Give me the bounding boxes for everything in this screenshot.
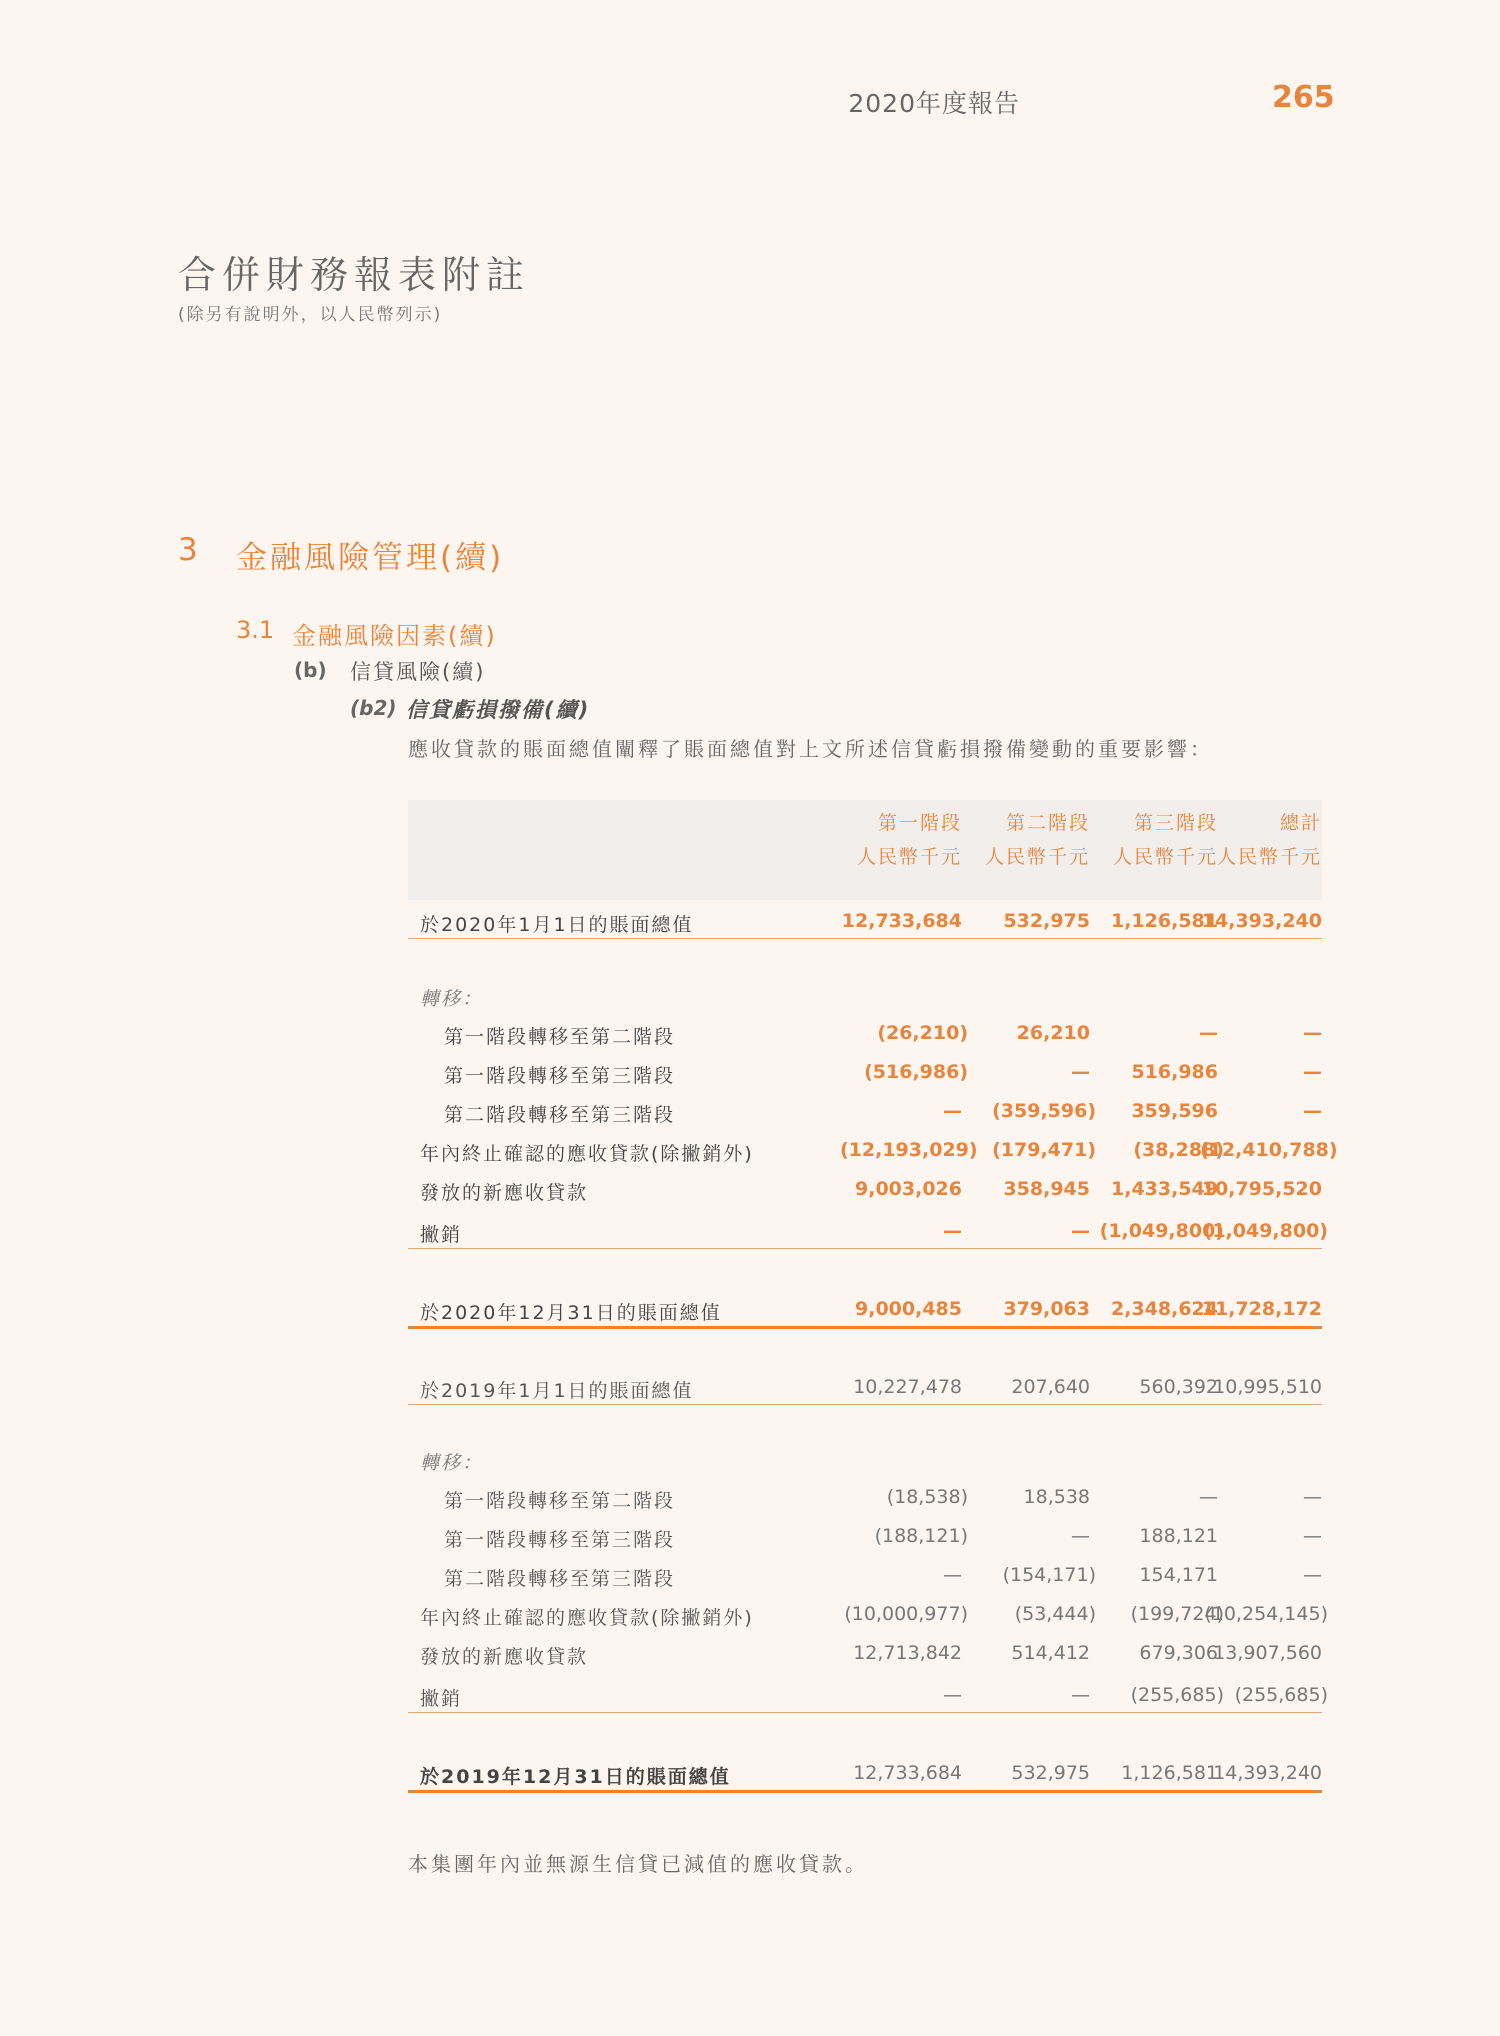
notes-subtitle: (除另有說明外，以人民幣列示): [178, 305, 443, 325]
cell-stage1: —: [943, 1100, 962, 1122]
cell-stage2: 532,975: [1003, 910, 1090, 932]
col-header-stage2: 第二階段: [1005, 812, 1090, 834]
cell-stage2: 379,063: [1003, 1298, 1090, 1320]
cell-stage1: 10,227,478: [853, 1376, 962, 1398]
col-header-stage3: 第三階段: [1133, 812, 1218, 834]
cell-stage1: —: [943, 1220, 962, 1242]
footnote: 本集團年內並無源生信貸已減值的應收貸款。: [408, 1852, 868, 1876]
page-number: 265: [1272, 80, 1335, 115]
cell-stage2: 514,412: [1011, 1642, 1090, 1664]
section-title: 金融風險管理(續): [236, 540, 505, 576]
table-row-2020-closing: [408, 1294, 1322, 1326]
cell-total: 10,995,510: [1213, 1376, 1322, 1398]
cell-stage3: 188,121: [1139, 1525, 1218, 1547]
cell-stage2: 18,538: [1023, 1486, 1090, 1508]
table-row-2019-closing: [408, 1758, 1322, 1790]
cell-stage2: —: [1071, 1061, 1090, 1083]
cell-stage3: 560,392: [1139, 1376, 1218, 1398]
notes-title: 合併財務報表附註: [178, 253, 531, 297]
divider: [408, 1404, 1322, 1405]
cell-stage3: 1,126,581: [1121, 1762, 1218, 1784]
cell-total: (255,685): [1234, 1684, 1328, 1706]
table-row: [408, 1018, 1322, 1050]
table-row: [408, 1482, 1322, 1514]
row-label: 轉移：: [420, 988, 484, 1010]
divider: [408, 1712, 1322, 1713]
cell-stage2: 26,210: [1016, 1022, 1090, 1044]
col-unit-stage3: 人民幣千元: [1112, 846, 1218, 868]
cell-stage3: (199,724): [1130, 1603, 1224, 1625]
cell-stage3: —: [1199, 1022, 1218, 1044]
divider: [408, 1248, 1322, 1249]
table-row: [408, 1216, 1328, 1248]
col-unit-total: 人民幣千元: [1216, 846, 1322, 868]
cell-stage1: 12,713,842: [853, 1642, 962, 1664]
cell-total: 10,795,520: [1201, 1178, 1322, 1200]
cell-stage3: 516,986: [1131, 1061, 1218, 1083]
cell-total: 11,728,172: [1201, 1298, 1322, 1320]
row-label: 於2020年1月1日的賬面總值: [420, 914, 694, 936]
item-b2-number: (b2): [350, 696, 397, 720]
row-label: 撇銷: [420, 1688, 463, 1710]
cell-total: —: [1303, 1061, 1322, 1083]
cell-total: (10,254,145): [1204, 1603, 1328, 1625]
cell-stage3: —: [1199, 1486, 1218, 1508]
table-row-2019-opening: [408, 1372, 1322, 1404]
col-unit-stage1: 人民幣千元: [856, 846, 962, 868]
item-b-title: 信貸風險(續): [350, 660, 486, 684]
cell-stage1: (188,121): [874, 1525, 968, 1547]
row-label: 第一階段轉移至第三階段: [444, 1529, 676, 1551]
cell-stage3: 1,433,549: [1111, 1178, 1218, 1200]
cell-stage2: (53,444): [1014, 1603, 1096, 1625]
row-label: 於2020年12月31日的賬面總值: [420, 1302, 722, 1324]
gross-carrying-amount-table: [408, 800, 1338, 1800]
cell-stage3: 2,348,624: [1111, 1298, 1218, 1320]
divider: [408, 1326, 1322, 1329]
cell-stage1: (12,193,029): [840, 1139, 978, 1161]
table-row: [408, 1560, 1322, 1592]
cell-stage2: (154,171): [1002, 1564, 1096, 1586]
cell-stage1: (516,986): [864, 1061, 968, 1083]
table-row-2020-opening: [408, 906, 1322, 938]
table-row: [408, 1096, 1322, 1128]
cell-total: (12,410,788): [1200, 1139, 1338, 1161]
cell-stage1: 12,733,684: [853, 1762, 962, 1784]
cell-stage2: —: [1071, 1220, 1090, 1242]
cell-stage3: 359,596: [1131, 1100, 1218, 1122]
row-label: 發放的新應收貸款: [420, 1646, 589, 1668]
table-row: [408, 1174, 1322, 1206]
row-label: 第二階段轉移至第三階段: [444, 1568, 676, 1590]
table-row: [408, 1135, 1338, 1167]
cell-stage3: (255,685): [1130, 1684, 1224, 1706]
cell-stage1: (26,210): [877, 1022, 968, 1044]
row-label: 第一階段轉移至第二階段: [444, 1026, 676, 1048]
cell-stage2: 207,640: [1011, 1376, 1090, 1398]
cell-total: —: [1303, 1100, 1322, 1122]
col-header-total: 總計: [1279, 812, 1322, 834]
section-number: 3: [178, 532, 198, 568]
cell-stage1: (10,000,977): [844, 1603, 968, 1625]
table-row: [408, 1599, 1328, 1631]
cell-total: —: [1303, 1525, 1322, 1547]
cell-stage2: —: [1071, 1684, 1090, 1706]
cell-stage1: 9,003,026: [855, 1178, 962, 1200]
table-row-2020-transfer-label: [408, 980, 1322, 1012]
row-label: 第二階段轉移至第三階段: [444, 1104, 676, 1126]
cell-stage2: (359,596): [992, 1100, 1096, 1122]
cell-stage2: 532,975: [1011, 1762, 1090, 1784]
row-label: 年內終止確認的應收貸款(除撇銷外): [420, 1143, 754, 1165]
subsection-title: 金融風險因素(續): [292, 622, 497, 650]
table-row: [408, 1638, 1322, 1670]
cell-stage1: (18,538): [886, 1486, 968, 1508]
cell-stage1: 9,000,485: [855, 1298, 962, 1320]
item-b-number: (b): [294, 658, 327, 682]
subsection-number: 3.1: [236, 616, 275, 644]
cell-stage3: 154,171: [1139, 1564, 1218, 1586]
table-row-2019-transfer-label: [408, 1444, 1322, 1476]
row-label: 第一階段轉移至第三階段: [444, 1065, 676, 1087]
col-unit-stage2: 人民幣千元: [984, 846, 1090, 868]
cell-stage1: —: [943, 1684, 962, 1706]
cell-stage2: (179,471): [992, 1139, 1096, 1161]
intro-paragraph: 應收貸款的賬面總值闡釋了賬面總值對上文所述信貸虧損撥備變動的重要影響：: [408, 737, 1213, 761]
cell-stage2: 358,945: [1003, 1178, 1090, 1200]
table-row: [408, 1521, 1322, 1553]
cell-total: —: [1303, 1564, 1322, 1586]
cell-total: 14,393,240: [1201, 910, 1322, 932]
cell-total: —: [1303, 1486, 1322, 1508]
cell-stage1: 12,733,684: [841, 910, 962, 932]
row-label: 撇銷: [420, 1224, 463, 1246]
table-row: [408, 1680, 1328, 1712]
row-label: 於2019年1月1日的賬面總值: [420, 1380, 694, 1402]
row-label: 第一階段轉移至第二階段: [444, 1490, 676, 1512]
item-b2-title: 信貸虧損撥備(續): [406, 698, 591, 722]
cell-stage3: 679,306: [1139, 1642, 1218, 1664]
divider: [408, 1790, 1322, 1793]
row-label: 發放的新應收貸款: [420, 1182, 589, 1204]
cell-stage3: (1,049,800): [1099, 1220, 1224, 1242]
cell-stage3: (38,288): [1133, 1139, 1224, 1161]
cell-stage1: —: [943, 1564, 962, 1586]
table-row: [408, 1057, 1322, 1089]
cell-total: 13,907,560: [1213, 1642, 1322, 1664]
cell-total: (1,049,800): [1203, 1220, 1328, 1242]
report-title: 2020年度報告: [848, 89, 1020, 118]
cell-stage2: —: [1071, 1525, 1090, 1547]
cell-total: 14,393,240: [1213, 1762, 1322, 1784]
divider: [408, 938, 1322, 939]
cell-stage3: 1,126,581: [1111, 910, 1218, 932]
row-label: 轉移：: [420, 1452, 484, 1474]
col-header-stage1: 第一階段: [877, 812, 962, 834]
row-label: 年內終止確認的應收貸款(除撇銷外): [420, 1607, 754, 1629]
row-label: 於2019年12月31日的賬面總值: [420, 1766, 731, 1788]
cell-total: —: [1303, 1022, 1322, 1044]
